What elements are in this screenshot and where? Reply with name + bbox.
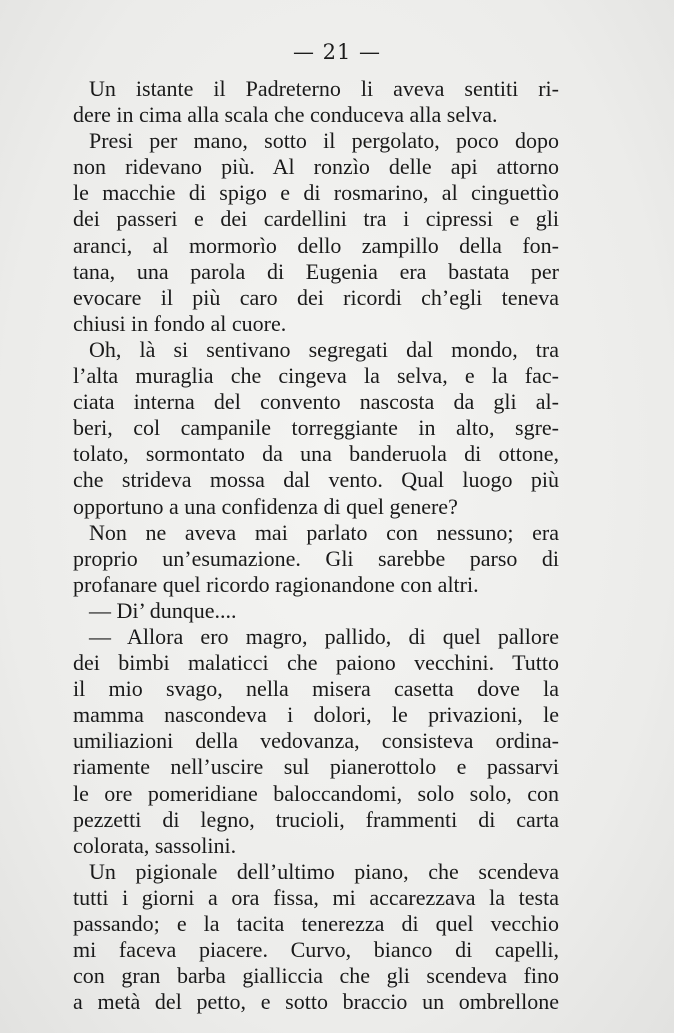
text-line: Non ne aveva mai parlato con nessuno; era xyxy=(89,519,559,545)
text-line: mi faceva piacere. Curvo, bianco di capelli, xyxy=(73,937,559,963)
text-line: — Allora ero magro, pallido, di quel pallore xyxy=(89,623,559,649)
page-number: — 21 — xyxy=(292,40,382,64)
text-line: dei passeri e dei cardellini tra i cipressi e gli xyxy=(73,206,559,232)
text-line: proprio un’esumazione. Gli sarebbe parso di xyxy=(73,545,559,571)
text-line: beri, col campanile torreggiante in alto, sgre- xyxy=(73,415,559,441)
text-line: le macchie di spigo e di rosmarino, al cinguettìo xyxy=(73,180,559,206)
text-line: umiliazioni della vedovanza, consisteva ordina- xyxy=(73,728,559,754)
text-line: tana, una parola di Eugenia era bastata per xyxy=(73,258,559,284)
text-line: colorata, sassolini. xyxy=(73,832,237,858)
text-line: profanare quel ricordo ragionandone con altri. xyxy=(73,571,479,597)
text-line: opportuno a una confidenza di quel genere? xyxy=(73,493,458,519)
text-line: Oh, là si sentivano segregati dal mondo, tra xyxy=(89,336,559,362)
text-line: che strideva mossa dal vento. Qual luogo più xyxy=(73,467,559,493)
text-line: evocare il più caro dei ricordi ch’egli teneva xyxy=(73,284,559,310)
text-line: — Di’ dunque.... xyxy=(89,597,237,623)
text-line: Un istante il Padreterno li aveva sentiti ri- xyxy=(89,76,559,101)
text-line: Un pigionale dell’ultimo piano, che scendeva xyxy=(89,858,559,884)
text-line: chiusi in fondo al cuore. xyxy=(73,310,287,336)
text-line: tolato, sormontato da una banderuola di ottone, xyxy=(73,441,559,467)
text-line: il mio svago, nella misera casetta dove la xyxy=(73,676,559,702)
text-line: pezzetti di legno, trucioli, frammenti di carta xyxy=(73,806,559,832)
text-line: aranci, al mormorìo dello zampillo della fon- xyxy=(73,232,559,258)
text-line: con gran barba gialliccia che gli scendeva fino xyxy=(73,963,559,989)
text-line: riamente nell’uscire sul pianerottolo e passarvi xyxy=(73,754,559,780)
text-line: le ore pomeridiane baloccandomi, solo solo, con xyxy=(73,780,559,806)
text-line: non ridevano più. Al ronzìo delle api attorno xyxy=(73,154,559,180)
text-line: tutti i giorni a ora fissa, mi accarezzava la testa xyxy=(73,884,559,910)
text-line: dei bimbi malaticci che paiono vecchini. Tutto xyxy=(73,650,559,676)
text-line: a metà del petto, e sotto braccio un ombrellone xyxy=(73,989,559,1015)
text-line: Presi per mano, sotto il pergolato, poco dopo xyxy=(89,128,559,154)
text-line: dere in cima alla scala che conduceva alla selva. xyxy=(73,102,498,128)
text-line: passando; e la tacita tenerezza di quel vecchio xyxy=(73,911,559,936)
text-line: l’alta muraglia che cingeva la selva, e la fac- xyxy=(73,363,559,389)
text-line: ciata interna del convento nascosta da gli al- xyxy=(73,389,559,415)
body-text xyxy=(73,76,559,1015)
text-line: mamma nascondeva i dolori, le privazioni, le xyxy=(73,702,559,728)
